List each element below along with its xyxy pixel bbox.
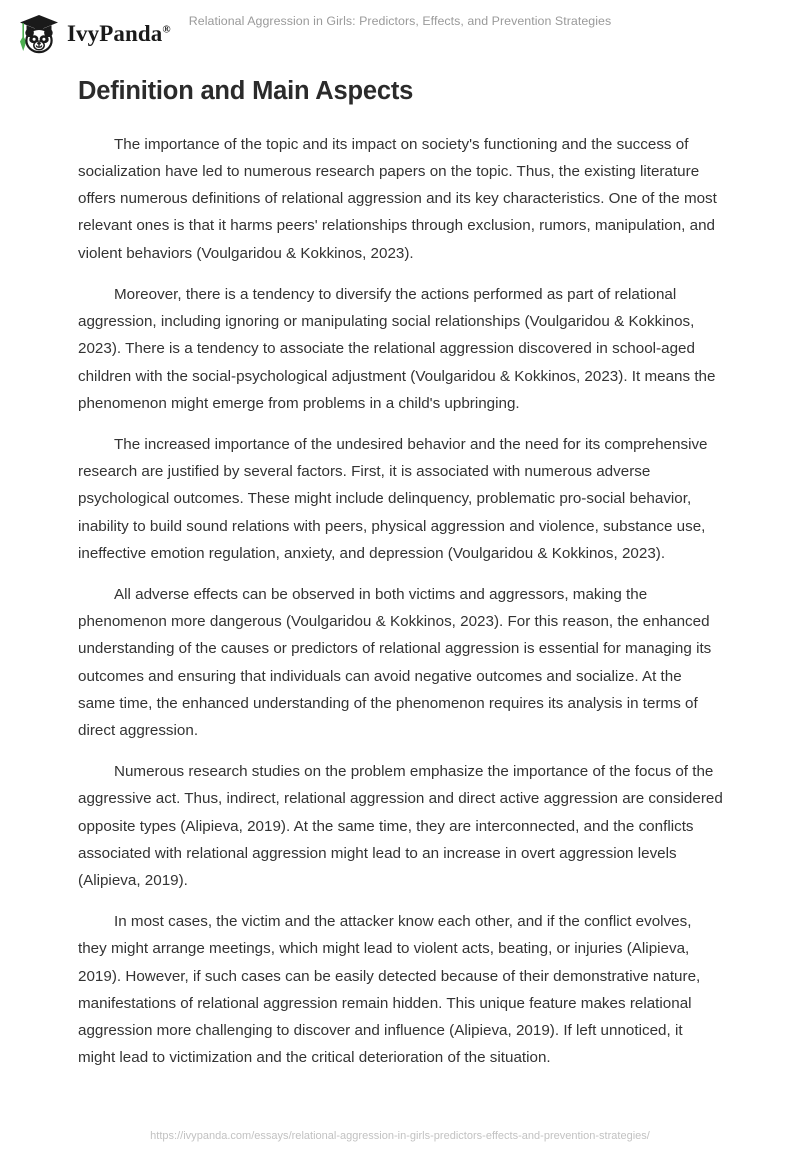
paragraph: Numerous research studies on the problem emphasize the importance of the focus of the aggressive act. Thus, indirect, relational aggression and direct active aggression are considered opposite types (Alipieva, 2019). At the same time, they are interconnected, and the conflicts associated with relational aggression might lead to an increase in overt aggression levels (Alipieva, 2019). bbox=[78, 763, 723, 889]
registered-trademark-icon: ® bbox=[162, 22, 171, 35]
paragraph: The importance of the topic and its impact on society's functioning and the success of socialization have led to numerous research papers on the topic. Thus, the existing literature offers numerous definitions of relational aggression and its key characteristics. One of the most relevant ones is that it harms peers' relationships through exclusion, rumors, manipulation, and violent behaviors (Voulgaridou & Kokkinos, 2023). bbox=[78, 135, 717, 262]
paragraph: The increased importance of the undesired behavior and the need for its comprehensive research are justified by several factors. First, it is associated with numerous adverse psychological outcomes. These might include delinquency, problematic pro-social behavior, inability to build sound relations with peers, physical aggression and violence, substance use, ineffective emotion regulation, anxiety, and depression (Voulgaridou & Kokkinos, 2023). bbox=[78, 435, 708, 562]
document-title-header: Relational Aggression in Girls: Predictors, Effects, and Prevention Strategies bbox=[188, 14, 612, 28]
paragraph: Moreover, there is a tendency to diversify the actions performed as part of relational aggression, including ignoring or manipulating social relationships (Voulgaridou & Kokkinos, 2023). There is a tendency to associate the relational aggression discovered in school-aged children with the social-psychological adjustment (Voulgaridou & Kokkinos, 2023). It means the phenomenon might emerge from problems in a child's upbringing. bbox=[78, 285, 716, 412]
source-url-link[interactable]: https://ivypanda.com/essays/relational-aggression-in-girls-predictors-effects-and-prevention-strategies/ bbox=[150, 1130, 650, 1142]
brand-name-text: IvyPanda bbox=[67, 20, 163, 46]
page-title: Definition and Main Aspects bbox=[78, 77, 414, 105]
paragraph: All adverse effects can be observed in both victims and aggressors, making the phenomenon more dangerous (Voulgaridou & Kokkinos, 2023). For this reason, the enhanced understanding of the causes or predictors of relational aggression is essential for managing its outcomes and ensuring that individuals can avoid negative outcomes and socialize. At the same time, the enhanced understanding of the phenomenon requires its analysis in terms of direct aggression. bbox=[78, 585, 712, 739]
document-content bbox=[78, 62, 723, 1071]
page-header bbox=[0, 0, 800, 62]
paragraph: In most cases, the victim and the attacker know each other, and if the conflict evolves, they might arrange meetings, which might lead to violent acts, beating, or injuries (Alipieva, 2019). However, if such cases can be easily detected because of their demonstrative nature, manifestations of relational aggression remain hidden. This unique feature makes relational aggression more challenging to discover and influence (Alipieva, 2019). If left unnoticed, it might lead to victimization and the critical deterioration of the situation. bbox=[78, 913, 701, 1067]
page-footer bbox=[0, 1114, 800, 1160]
